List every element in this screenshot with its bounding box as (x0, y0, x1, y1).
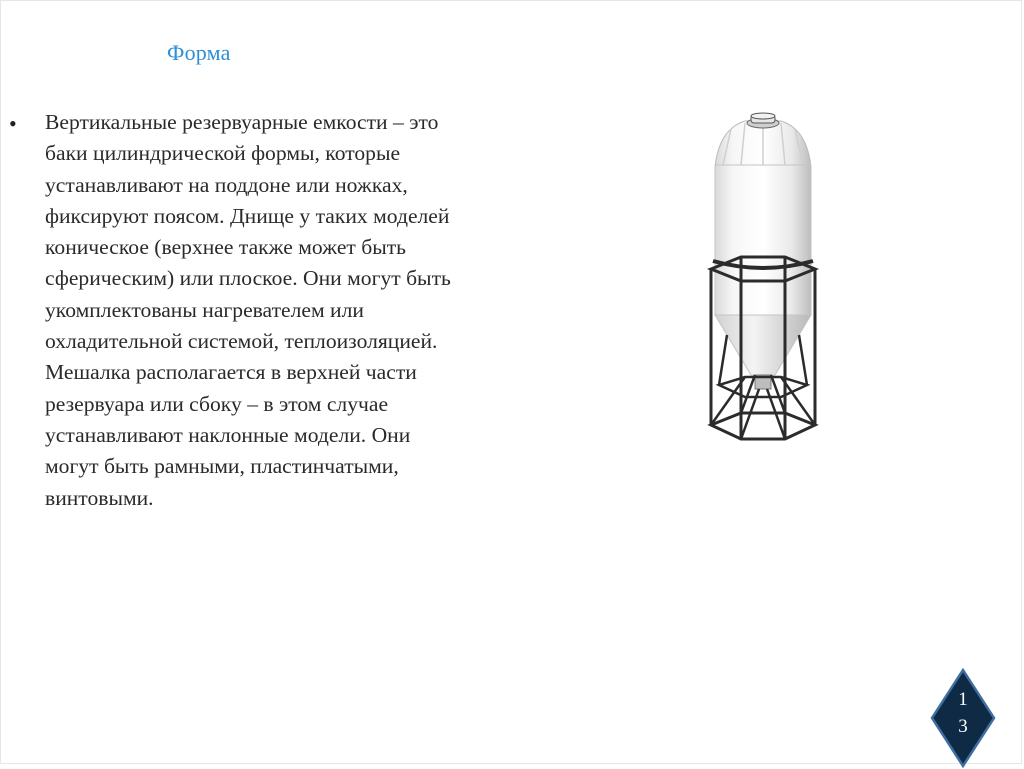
page-number-digit-1: 1 (958, 689, 968, 710)
body-paragraph: Вертикальные резервуарные емкости – это баки цилиндрической формы, которые устанавливают на поддоне или ножках, фиксируют поясом. Днище у таких моделей коническое (верхнее также может быть сферическим) или плоское. Они могут быть укомплектованы нагревателем или охладительной системой, теплоизоляцией. Мешалка располагается в верхней части резервуара или сбоку – в этом случае устанавливают наклонные модели. Они могут быть рамными, пластинчатыми, винтовыми. (45, 110, 451, 510)
bullet-marker: • (9, 111, 17, 136)
page-number-badge (930, 668, 996, 769)
slide-title: Форма (167, 40, 231, 65)
vertical-tank-image (701, 109, 825, 453)
page-number-digit-2: 3 (958, 716, 968, 737)
